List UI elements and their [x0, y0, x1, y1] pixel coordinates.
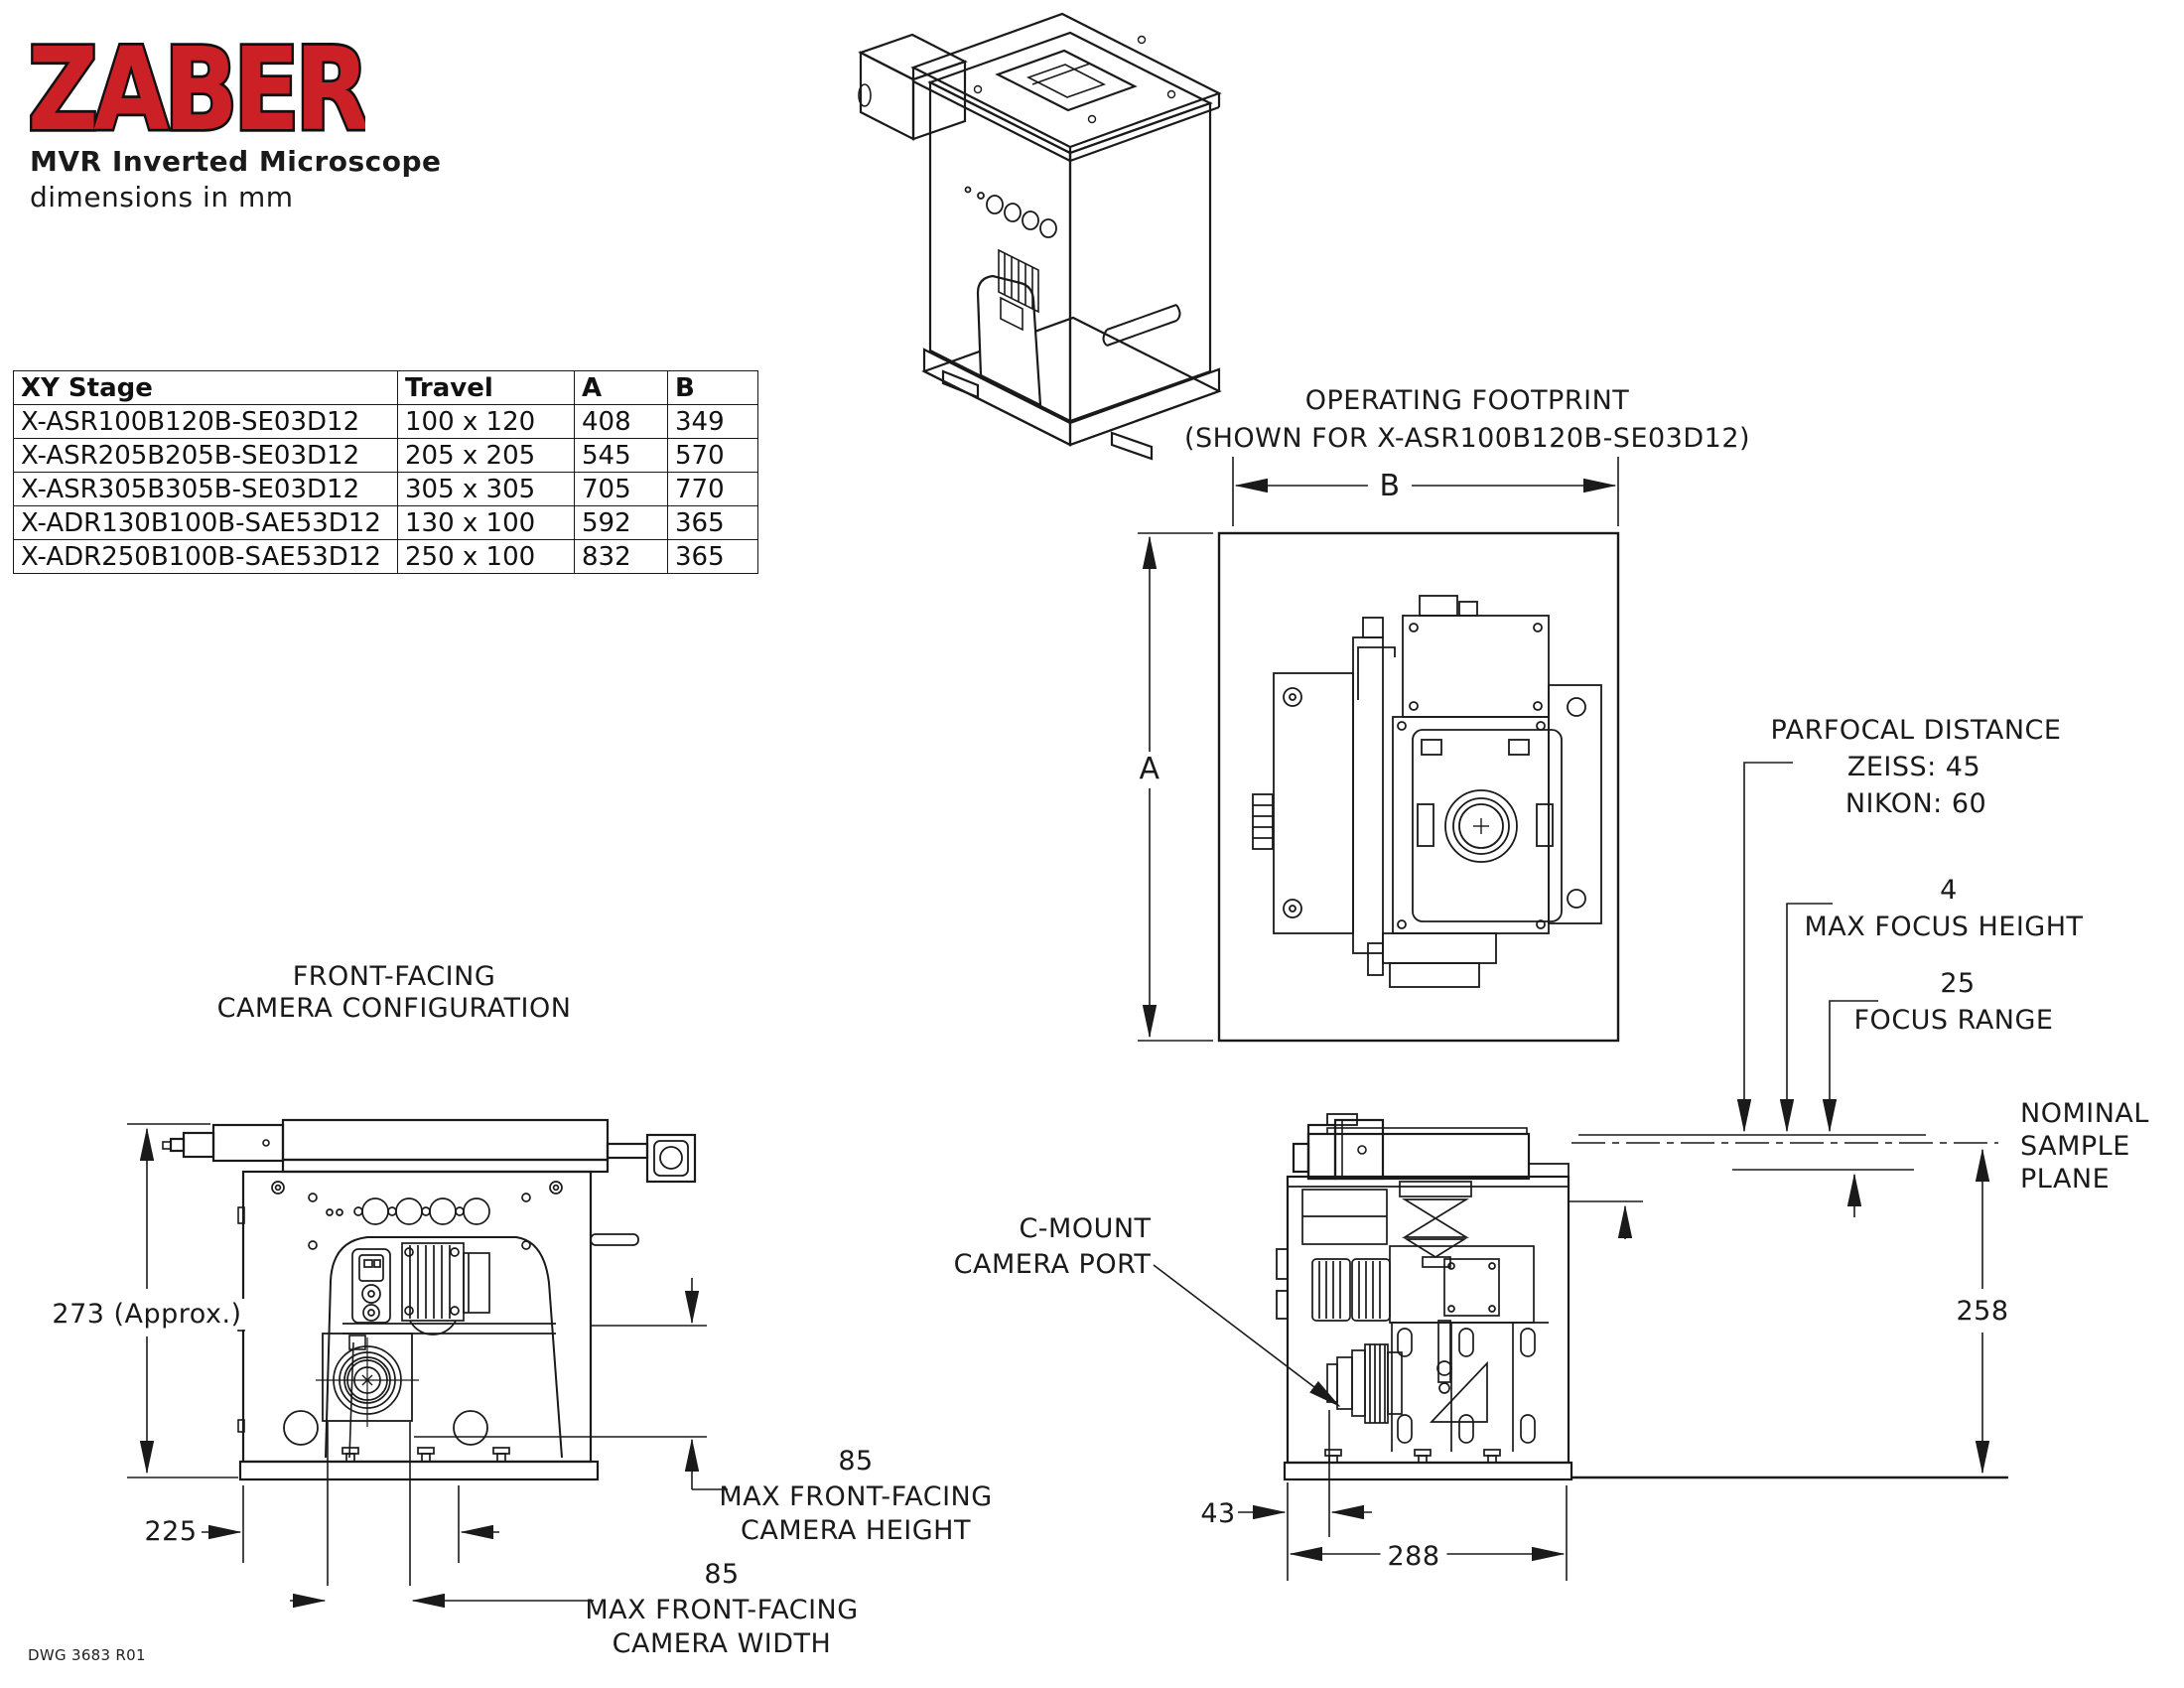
top-view-footprint	[1138, 457, 1618, 1041]
cam-width-line2: MAX FRONT-FACING	[585, 1595, 859, 1625]
dim-label-258: 258	[1949, 1296, 2015, 1327]
front-view	[127, 1120, 728, 1601]
objective-port	[316, 1337, 419, 1427]
cam-height-value: 85	[838, 1446, 874, 1477]
table-row: X-ADR130B100B-SAE53D12 130 x 100 592 365	[14, 506, 758, 540]
dim-label-288: 288	[1380, 1541, 1446, 1572]
col-a: A	[575, 371, 668, 405]
dim-label-A: A	[1132, 752, 1166, 786]
parfocal-label: PARFOCAL DISTANCE	[1770, 715, 2062, 746]
sample-plane-line2: SAMPLE	[2020, 1131, 2130, 1162]
dim-label-225: 225	[144, 1516, 198, 1547]
table-header-row	[14, 371, 758, 405]
isometric-view	[859, 14, 1219, 459]
focus-range-label: FOCUS RANGE	[1853, 1005, 2054, 1036]
col-xy-stage: XY Stage	[14, 371, 398, 405]
parfocal-zeiss: ZEISS: 45	[1846, 752, 1981, 782]
table-row: X-ASR305B305B-SE03D12 305 x 305 705 770	[14, 473, 758, 506]
front-view-title1: FRONT-FACING	[292, 961, 496, 992]
dim-225	[202, 1485, 499, 1563]
dim-label-43: 43	[1200, 1498, 1236, 1529]
table-row: X-ASR100B120B-SE03D12 100 x 120 408 349	[14, 405, 758, 439]
dim-A	[1138, 533, 1213, 1041]
svg-text:ZABER: ZABER	[28, 24, 365, 144]
cam-width-value: 85	[704, 1559, 740, 1590]
dim-B	[1233, 457, 1618, 526]
sample-plane-line1: NOMINAL	[2020, 1098, 2149, 1129]
footprint-title: OPERATING FOOTPRINT	[1304, 385, 1630, 416]
cmount-leader	[1154, 1265, 1339, 1406]
cam-width-line3: CAMERA WIDTH	[612, 1628, 832, 1659]
dim-label-273: 273 (Approx.)	[45, 1299, 248, 1330]
sample-plane-line3: PLANE	[2020, 1164, 2111, 1195]
max-focus-label: MAX FOCUS HEIGHT	[1804, 912, 2084, 942]
parfocal-nikon: NIKON: 60	[1844, 788, 1987, 819]
doc-title: MVR Inverted Microscope	[30, 145, 442, 178]
front-view-title2: CAMERA CONFIGURATION	[216, 993, 572, 1024]
doc-subtitle: dimensions in mm	[30, 181, 294, 213]
cam-height-line3: CAMERA HEIGHT	[741, 1515, 971, 1546]
table-row: X-ADR250B100B-SAE53D12 250 x 100 832 365	[14, 540, 758, 574]
focus-annotations	[1569, 763, 2008, 1477]
table-row: X-ASR205B205B-SE03D12 205 x 205 545 570	[14, 439, 758, 473]
footprint-subtitle: (SHOWN FOR X-ASR100B120B-SE03D12)	[1183, 423, 1751, 454]
focus-range-value: 25	[1940, 968, 1976, 999]
cmount-label-line1: C-MOUNT	[1019, 1213, 1152, 1244]
dim-label-B: B	[1372, 469, 1407, 503]
max-focus-value: 4	[1940, 875, 1958, 906]
stage-spec-table	[13, 370, 758, 574]
top-view-machine	[1253, 596, 1601, 987]
zaber-logo	[28, 10, 365, 144]
cam-height-line2: MAX FRONT-FACING	[719, 1481, 993, 1512]
col-travel: Travel	[398, 371, 575, 405]
col-b: B	[668, 371, 758, 405]
cmount-label-line2: CAMERA PORT	[953, 1249, 1152, 1280]
drawing-number: DWG 3683 R01	[28, 1646, 146, 1664]
dim-cam-width	[290, 1422, 594, 1601]
